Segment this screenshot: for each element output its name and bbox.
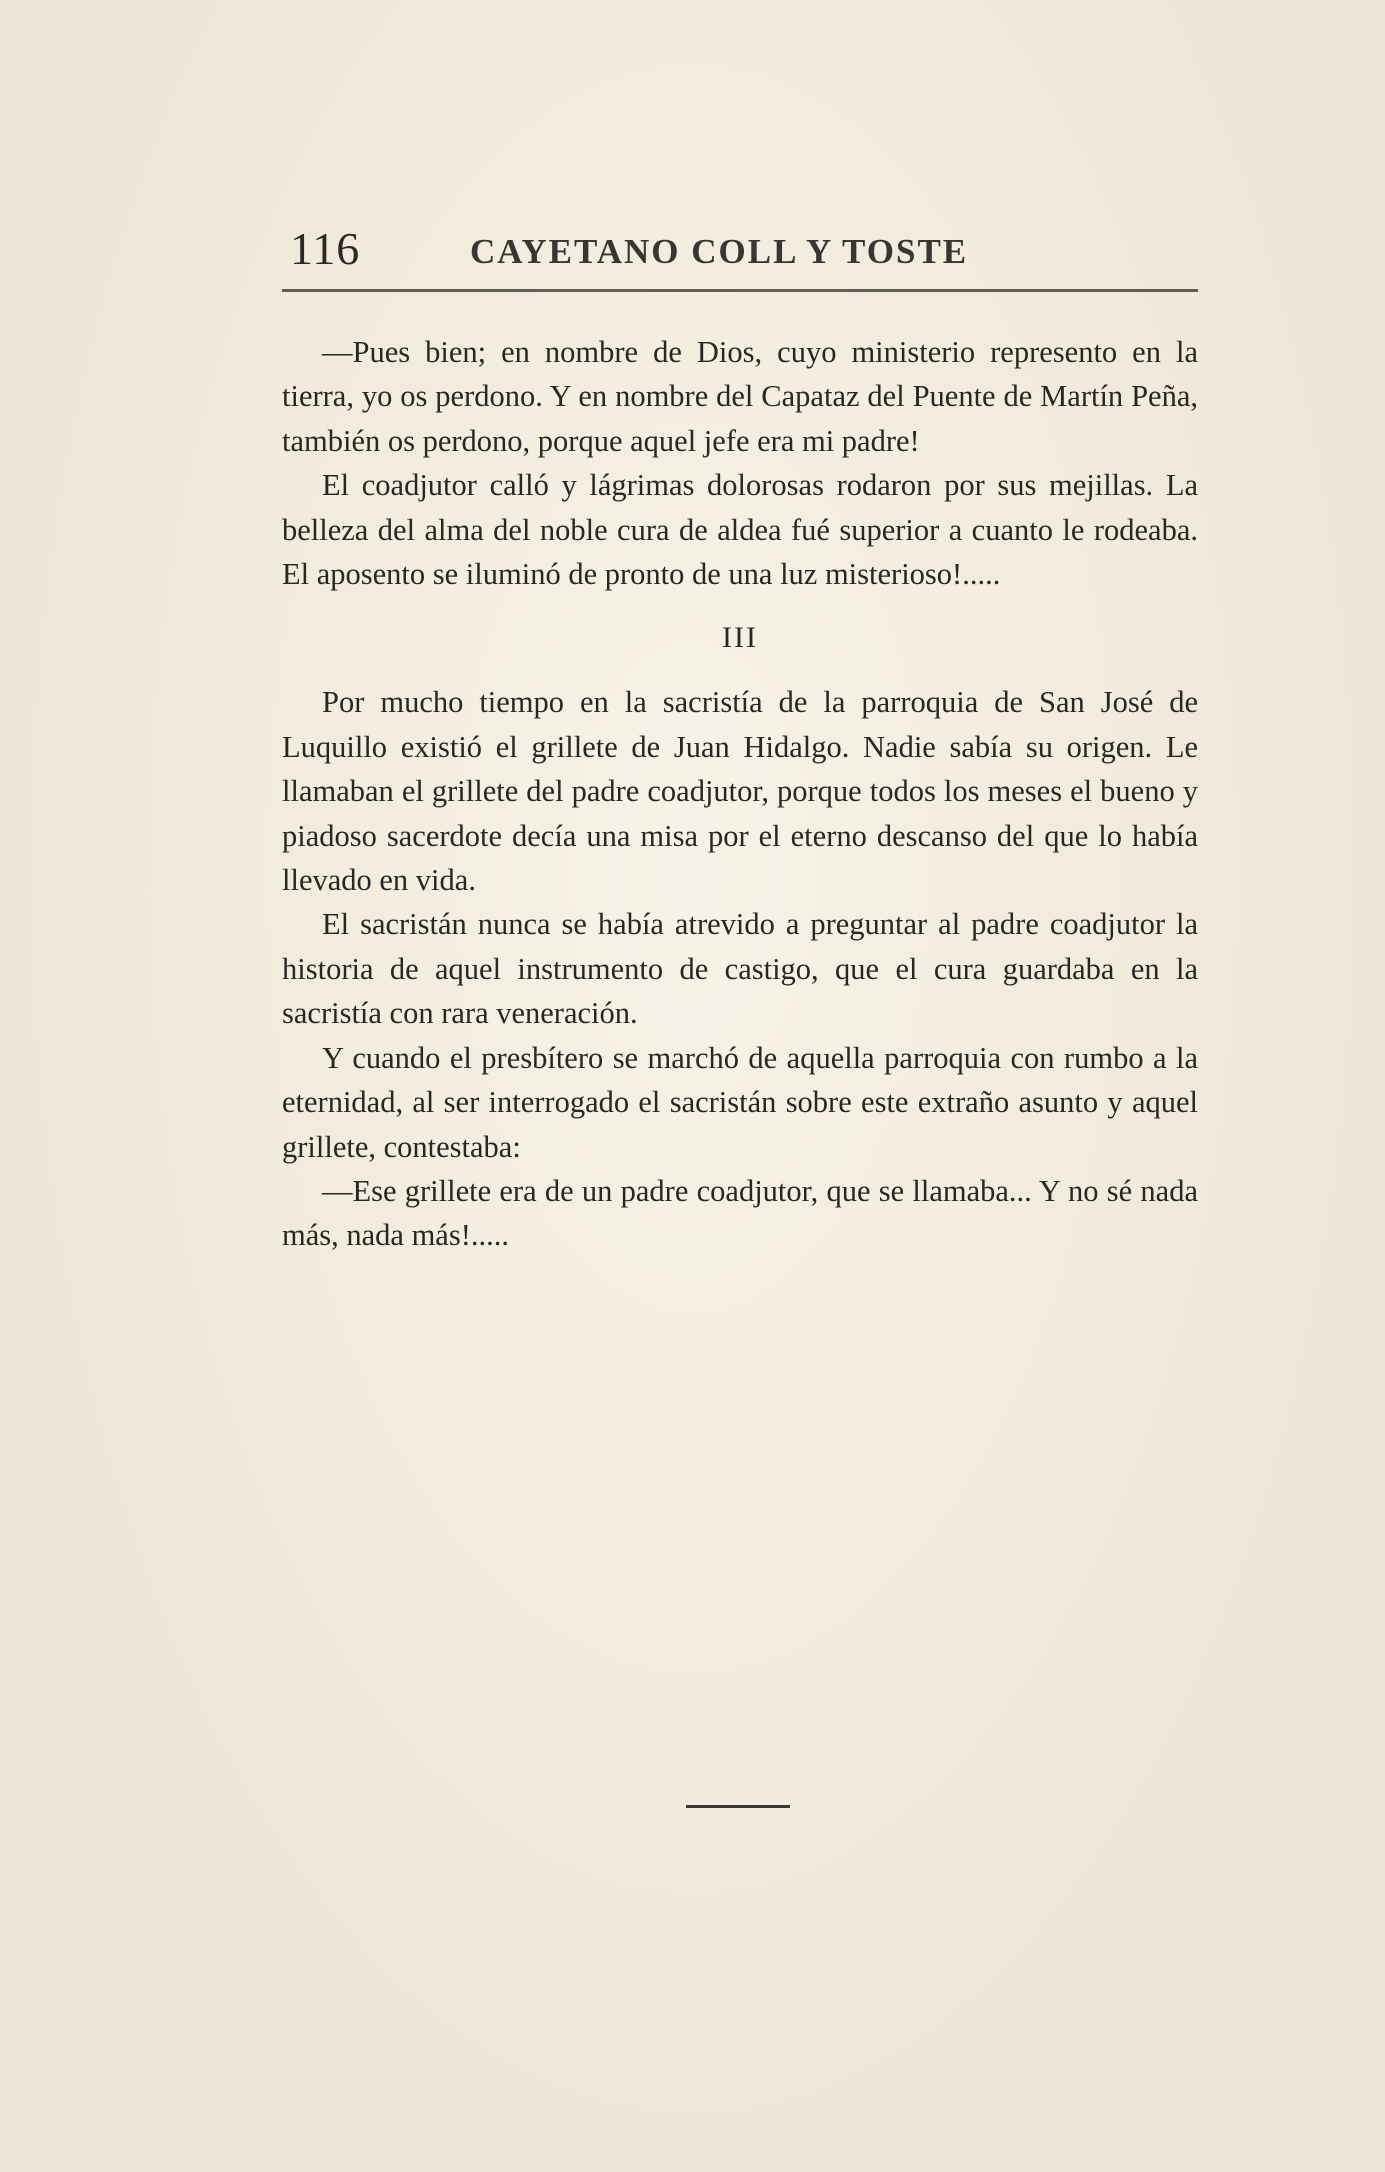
running-head: CAYETANO COLL Y TOSTE (470, 232, 969, 271)
paragraph: —Ese grillete era de un padre coadjutor, que se llamaba... Y no sé nada más, nada más!..... (282, 1173, 1198, 1253)
page-number: 116 (290, 223, 361, 274)
paragraph: Y cuando el presbítero se marchó de aquella parroquia con rumbo a la eternidad, al ser interrogado el sacristán sobre este extraño asunto y aquel grillete, contestaba: (282, 1040, 1198, 1164)
paragraph: El sacristán nunca se había atrevido a preguntar al padre coadjutor la historia de aquel instrumento de castigo, que el cura guardaba en la sacristía con rara veneración. (282, 907, 1198, 1031)
body-text (282, 330, 1198, 1258)
paragraph: —Pues bien; en nombre de Dios, cuyo ministerio represento en la tierra, yo os perdono. Y en nombre del Capataz del Puente de Martín Peña, también os perdono, porque aquel jefe era mi padre! (282, 335, 1198, 458)
paragraph: Por mucho tiempo en la sacristía de la parroquia de San José de Luquillo existió el grillete de Juan Hidalgo. Nadie sabía su origen. Le llamaban el grillete del padre coadjutor, porque todos los meses el bueno y piadoso sacerdote decía una misa por el eterno descanso del que lo había llevado en vida. (282, 685, 1198, 898)
section-heading: III (722, 621, 758, 655)
paragraph: El coadjutor calló y lágrimas dolorosas rodaron por sus mejillas. La belleza del alma del noble cura de aldea fué superior a cuanto le rodeaba. El aposento se iluminó de pronto de una luz misterioso!..... (282, 468, 1198, 592)
page-header (290, 222, 1196, 282)
end-rule (686, 1805, 790, 1808)
header-rule (282, 289, 1198, 292)
